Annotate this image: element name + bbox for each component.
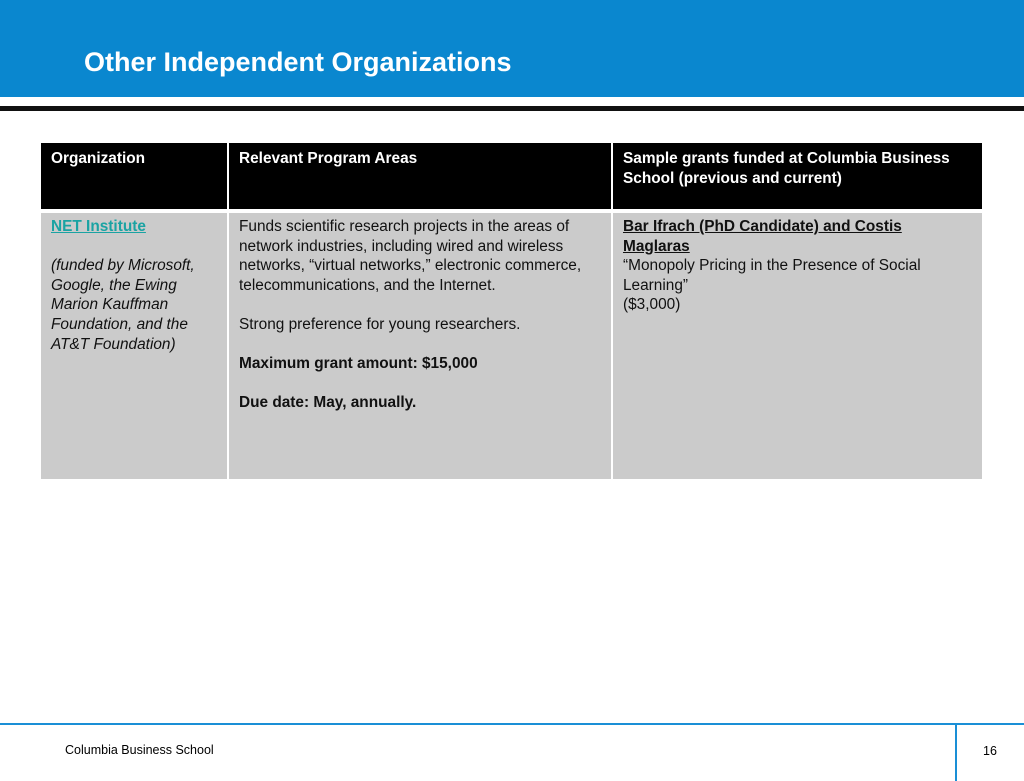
due-date: Due date: May, annually. [239,394,417,412]
table-header-row [41,143,982,211]
title-bar [0,0,1024,97]
cell-organization [41,211,228,479]
header-program-areas: Relevant Program Areas [228,143,612,211]
header-sample-grants: Sample grants funded at Columbia Business School (previous and current) [612,143,982,211]
grants-table [41,143,982,479]
header-organization: Organization [41,143,228,211]
cell-sample-grants [612,211,982,479]
grant-recipients: Bar Ifrach (PhD Candidate) and Costis Maglaras [623,218,902,255]
program-preference: Strong preference for young researchers. [239,315,521,333]
grant-title: “Monopoly Pricing in the Presence of Social Learning” [623,257,921,294]
max-grant-amount: Maximum grant amount: $15,000 [239,355,478,373]
footer-org: Columbia Business School [65,743,214,757]
footer-divider [0,723,1024,725]
table-row [41,211,982,479]
page-number: 16 [983,744,997,758]
funded-by-text: (funded by Microsoft, Google, the Ewing Marion Kauffman Foundation, and the AT&T Foundation) [51,257,195,353]
net-institute-link[interactable]: NET Institute [51,218,146,235]
footer-page-divider [955,725,957,781]
grant-amount: ($3,000) [623,296,681,314]
page-title: Other Independent Organizations [84,47,512,77]
title-divider [0,106,1024,111]
program-description: Funds scientific research projects in the areas of network industries, including wired and wireless networks, “virtual networks,” electronic commerce, telecommunications, and the Internet. [239,218,582,294]
cell-program-areas [228,211,612,479]
